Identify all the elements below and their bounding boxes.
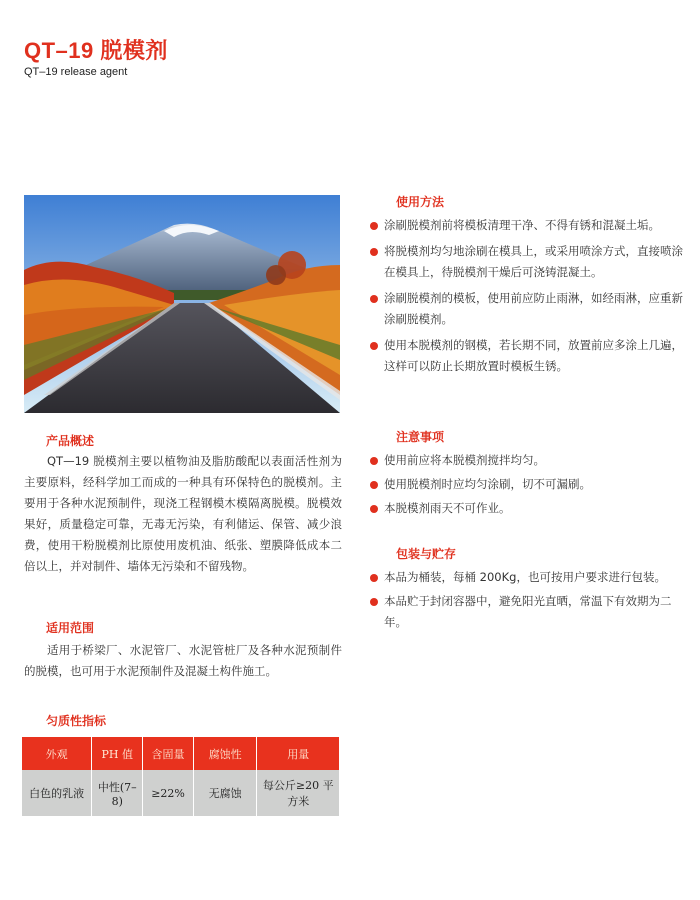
bullet-dot-icon xyxy=(370,342,378,350)
usage-list xyxy=(370,215,692,382)
bullet-dot-icon xyxy=(370,457,378,465)
bullet-dot-icon xyxy=(370,222,378,230)
bullet-dot-icon xyxy=(370,574,378,582)
list-item xyxy=(370,498,692,519)
list-item xyxy=(370,474,692,495)
quality-cell-ph: 中性(7–8) xyxy=(92,770,143,816)
quality-header-corrosion: 腐蚀性 xyxy=(193,737,257,770)
bullet-dot-icon xyxy=(370,248,378,256)
usage-item-text: 使用本脱模剂的钢模，若长期不同，放置前应多涂上几遍，这样可以防止长期放置时模板生锈。 xyxy=(384,338,683,373)
list-item xyxy=(370,567,692,588)
scope-paragraph: 适用于桥梁厂、水泥管厂、水泥管桩厂及各种水泥预制件的脱模，也可用于水泥预制件及混凝土构件施工。 xyxy=(24,643,342,678)
quality-table-row xyxy=(22,770,340,816)
notes-heading: 注意事项 xyxy=(396,430,445,444)
quality-header-appearance: 外观 xyxy=(22,737,92,770)
list-item xyxy=(370,335,692,377)
notes-item-text: 本脱模剂雨天不可作业。 xyxy=(384,501,511,515)
packing-heading: 包装与贮存 xyxy=(396,547,457,561)
page-subtitle: QT–19 release agent xyxy=(24,66,128,78)
bullet-dot-icon xyxy=(370,598,378,606)
notes-item-text: 使用脱模剂时应均匀涂刷，切不可漏刷。 xyxy=(384,477,591,491)
list-item xyxy=(370,215,692,236)
usage-item-text: 涂刷脱模剂的模板，使用前应防止雨淋，如经雨淋，应重新涂刷脱模剂。 xyxy=(384,291,683,326)
quality-cell-corrosion: 无腐蚀 xyxy=(193,770,257,816)
quality-cell-appearance: 白色的乳液 xyxy=(22,770,92,816)
notes-list xyxy=(370,450,692,522)
overview-paragraph: QT—19 脱模剂主要以植物油及脂肪酸配以表面活性剂为主要原料，经科学加工而成的一种具有环保特色的脱模剂。主要用于各种水泥预制件，现浇工程钢模木模隔离脱模。脱模效果好，质量稳定可靠，无毒无污染，有利储运、保管、减少浪费，使用干粉脱模剂比原使用废机油、纸张、塑膜降低成本二倍以上，并对制件、墙体无污染和不留残物。 xyxy=(24,454,342,573)
quality-header-solids: 含固量 xyxy=(143,737,194,770)
bullet-dot-icon xyxy=(370,505,378,513)
usage-item-text: 将脱模剂均匀地涂刷在模具上，或采用喷涂方式，直接喷涂在模具上，待脱模剂干燥后可浇铸混凝土。 xyxy=(384,244,683,279)
quality-heading: 匀质性指标 xyxy=(46,714,107,728)
quality-table xyxy=(22,737,340,816)
usage-heading: 使用方法 xyxy=(396,195,445,209)
packing-item-text: 本品贮于封闭容器中，避免阳光直晒，常温下有效期为二年。 xyxy=(384,594,672,629)
notes-item-text: 使用前应将本脱模剂搅拌均匀。 xyxy=(384,453,545,467)
list-item xyxy=(370,450,692,471)
usage-item-text: 涂刷脱模剂前将模板清理干净、不得有锈和混凝土垢。 xyxy=(384,218,660,232)
list-item xyxy=(370,288,692,330)
bullet-dot-icon xyxy=(370,295,378,303)
page-title: QT–19 脱模剂 xyxy=(24,38,168,63)
quality-table-header-row xyxy=(22,737,340,770)
quality-header-ph: PH 值 xyxy=(92,737,143,770)
mountain-road-photo xyxy=(24,195,340,413)
scope-heading: 适用范围 xyxy=(46,621,95,635)
packing-item-text: 本品为桶装，每桶 200Kg，也可按用户要求进行包装。 xyxy=(384,570,666,584)
quality-cell-dosage: 每公斤≥20 平方米 xyxy=(257,770,340,816)
bullet-dot-icon xyxy=(370,481,378,489)
quality-header-dosage: 用量 xyxy=(257,737,340,770)
product-photo xyxy=(24,195,340,413)
packing-list xyxy=(370,567,692,636)
list-item xyxy=(370,591,692,633)
overview-text xyxy=(24,451,342,577)
overview-heading: 产品概述 xyxy=(46,434,95,448)
quality-cell-solids: ≥22% xyxy=(143,770,194,816)
list-item xyxy=(370,241,692,283)
scope-text xyxy=(24,640,342,682)
